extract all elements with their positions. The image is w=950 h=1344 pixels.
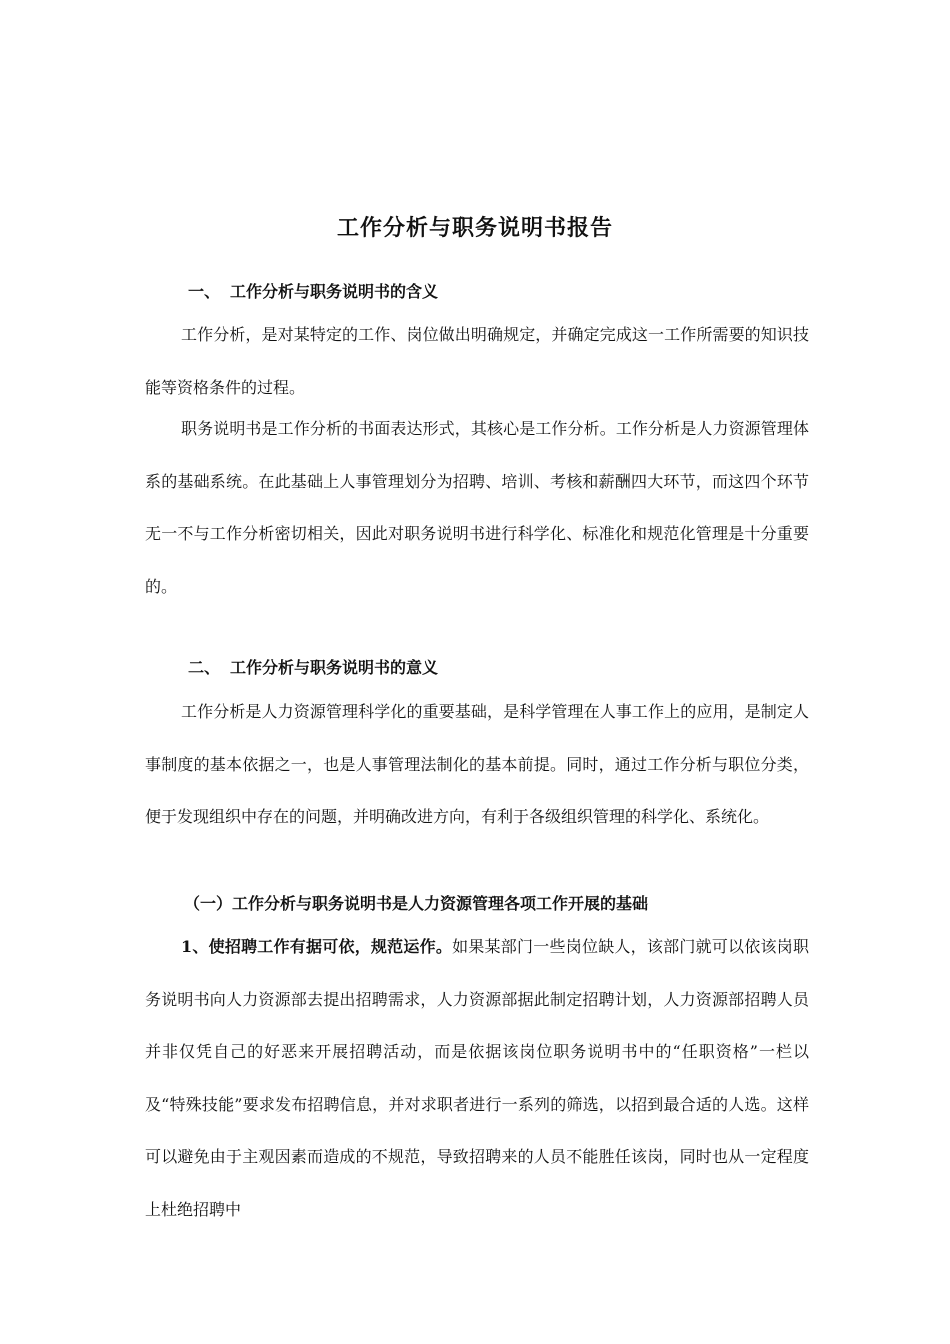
- section-1-number: 一、: [188, 282, 221, 301]
- subsection-1-item-1: [145, 921, 809, 1236]
- section-2-heading: [188, 654, 438, 682]
- section-1-paragraph-1: 工作分析，是对某特定的工作、岗位做出明确规定，并确定完成这一工作所需要的知识技能等资格条件的过程。: [145, 325, 809, 397]
- item-1-text: 如果某部门一些岗位缺人，该部门就可以依该岗职务说明书向人力资源部去提出招聘需求，人力资源部据此制定招聘计划，人力资源部招聘人员并非仅凭自己的好恶来开展招聘活动，而是依据该岗位职务说明书中的“任职资格”一栏以及“特殊技能”要求发布招聘信息，并对求职者进行一系列的筛选，以招到最合适的人选。这样可以避免由于主观因素而造成的不规范，导致招聘来的人员不能胜任该岗，同时也从一定程度上杜绝招聘中: [145, 937, 809, 1219]
- section-1-title: 工作分析与职务说明书的含义: [230, 282, 439, 301]
- section-1-heading: [188, 278, 438, 306]
- section-2-paragraph-1: 工作分析是人力资源管理科学化的重要基础，是科学管理在人事工作上的应用，是制定人事制度的基本依据之一，也是人事管理法制化的基本前提。同时，通过工作分析与职位分类，便于发现组织中存在的问题，并明确改进方向，有利于各级组织管理的科学化、系统化。: [145, 702, 809, 826]
- section-2-title: 工作分析与职务说明书的意义: [230, 658, 439, 677]
- item-1-lead: 1、使招聘工作有据可依，规范运作。: [181, 937, 453, 956]
- subsection-1-heading: （一）工作分析与职务说明书是人力资源管理各项工作开展的基础: [184, 894, 649, 913]
- section-1-paragraph-2: 职务说明书是工作分析的书面表达形式，其核心是工作分析。工作分析是人力资源管理体系的基础系统。在此基础上人事管理划分为招聘、培训、考核和薪酬四大环节，而这四个环节无一不与工作分析密切相关，因此对职务说明书进行科学化、标准化和规范化管理是十分重要的。: [145, 419, 809, 596]
- document-title: 工作分析与职务说明书报告: [336, 215, 613, 241]
- section-2-number: 二、: [188, 658, 221, 677]
